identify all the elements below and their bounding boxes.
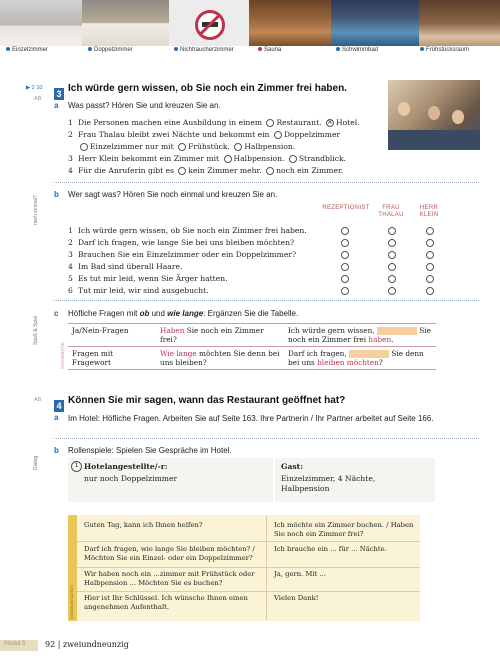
exercise-3a-item-2: 2 Frau Thalau bleibt zwei Nächte und bekommt ein Doppelzimmer bbox=[68, 130, 341, 139]
photo-einzelzimmer bbox=[0, 0, 82, 46]
divider bbox=[54, 438, 479, 439]
row-type: Ja/Nein-Fragen bbox=[72, 326, 129, 335]
page-number: 92 | zweiundneunzig bbox=[45, 640, 129, 649]
role-card-hotel bbox=[68, 458, 273, 502]
col-rezeptionist: REZEPTIONIST bbox=[322, 205, 370, 211]
kommunikation-tag: KOMMUNIKATION bbox=[69, 585, 74, 619]
grammar-tag: GRAMMATIK bbox=[60, 342, 65, 369]
row-answer: Darf ich fragen, Sie denn bei uns bleiben möchten? bbox=[288, 349, 424, 367]
exercise-3b-item: 1 Ich würde gern wissen, ob Sie noch ein Zimmer frei haben. bbox=[68, 226, 307, 235]
photo-nichtraucherzimmer bbox=[169, 0, 249, 46]
sidetag-4b: Dialog bbox=[33, 455, 39, 470]
phrase-right-1: Ich möchte ein Zimmer buchen. / Haben Sie noch ein Zimmer frei? bbox=[274, 521, 414, 538]
exercise-3b-instruction: Wer sagt was? Hören Sie noch einmal und kreuzen Sie an. bbox=[68, 190, 278, 199]
fill-blank-2[interactable] bbox=[349, 350, 389, 358]
radio-3b-6-col-3[interactable] bbox=[426, 287, 434, 295]
exercise-3a-item-1: 1 Die Personen machen eine Ausbildung in einem Restaurant. × Hotel. bbox=[68, 117, 360, 128]
col-herr-klein: HERR KLEIN bbox=[419, 205, 439, 218]
photo-doppelzimmer bbox=[82, 0, 169, 46]
phrase-left-3: Wir haben noch ein ...zimmer mit Frühstück oder Halbpension ... Möchten Sie es buchen? bbox=[84, 570, 255, 587]
phrase-right-3: Ja, gern. Mit ... bbox=[274, 570, 326, 578]
exercise-4-number: 4 bbox=[54, 394, 64, 413]
radio-3b-2-col-2[interactable] bbox=[388, 239, 396, 247]
radio-3b-5-col-3[interactable] bbox=[426, 275, 434, 283]
radio-3b-4-col-2[interactable] bbox=[388, 263, 396, 271]
radio-3b-3-col-3[interactable] bbox=[426, 251, 434, 259]
exercise-3c-letter: c bbox=[54, 309, 59, 318]
caption-sauna: Sauna bbox=[258, 47, 281, 53]
exercise-3b-item: 2 Darf ich fragen, wie lange Sie bei uns bleiben möchten? bbox=[68, 238, 295, 247]
exercise-3a-letter: a bbox=[54, 101, 59, 110]
caption-schwimmbad: Schwimmbad bbox=[336, 47, 378, 53]
grammar-table bbox=[60, 323, 436, 370]
module-tab: Modul 5 bbox=[0, 640, 38, 651]
exercise-3a-item-4: 4 Für die Anruferin gibt es kein Zimmer mehr. noch ein Zimmer. bbox=[68, 166, 344, 175]
exercise-3b-item: 3 Brauchen Sie ein Einzelzimmer oder ein Doppelzimmer? bbox=[68, 250, 297, 259]
radio-3a-4-noch-ein-zimmer[interactable] bbox=[266, 167, 274, 175]
divider bbox=[54, 300, 479, 301]
radio-3a-2-fruehstueck[interactable] bbox=[178, 143, 186, 151]
role1-desc: nur noch Doppelzimmer bbox=[84, 474, 178, 483]
role2-desc: Einzelzimmer, 4 Nächte, Halbpension bbox=[281, 474, 376, 493]
fill-blank-1[interactable] bbox=[377, 327, 417, 335]
exercise-3b-item: 6 Tut mir leid, wir sind ausgebucht. bbox=[68, 286, 209, 295]
table-row bbox=[68, 347, 436, 370]
phrase-right-2: Ich brauche ein ... für ... Nächte. bbox=[274, 545, 387, 553]
radio-3a-1-hotel[interactable] bbox=[326, 119, 334, 127]
radio-3b-6-col-1[interactable] bbox=[341, 287, 349, 295]
exercise-3b-letter: b bbox=[54, 190, 59, 199]
exercise-4a-instruction: Im Hotel: Höfliche Fragen. Arbeiten Sie auf Seite 163. Ihre Partnerin / Ihr Partner arbeitet auf Seite 166. bbox=[68, 414, 434, 423]
phrases-box bbox=[68, 515, 420, 621]
row-type: Fragen mit Fragewort bbox=[72, 349, 114, 367]
exercise-3-number: 3 bbox=[54, 82, 64, 101]
radio-3a-3-strandblick[interactable] bbox=[289, 155, 297, 163]
ab-ref-4: AB bbox=[34, 397, 42, 403]
divider bbox=[54, 182, 479, 183]
row-question: Haben Sie noch ein Zimmer frei? bbox=[160, 326, 264, 344]
radio-3a-4-kein-zimmer[interactable] bbox=[178, 167, 186, 175]
sidetag-3c: Spaß & Spiel bbox=[33, 315, 39, 345]
exercise-3b-item: 5 Es tut mir leid, wenn Sie Ärger hatten. bbox=[68, 274, 228, 283]
radio-3b-3-col-1[interactable] bbox=[341, 251, 349, 259]
caption-nichtraucherzimmer: Nichtraucherzimmer bbox=[174, 47, 234, 53]
photo-fruehstuecksraum bbox=[419, 0, 500, 46]
radio-3a-2-halbpension[interactable] bbox=[234, 143, 242, 151]
radio-3b-5-col-2[interactable] bbox=[388, 275, 396, 283]
phrase-left-2: Darf ich fragen, wie lange Sie bleiben möchten? / Möchten Sie ein Einzel- oder ein Doppelzimmer? bbox=[84, 545, 255, 562]
exercise-3-title: Ich würde gern wissen, ob Sie noch ein Zimmer frei haben. bbox=[68, 83, 347, 94]
radio-3b-3-col-2[interactable] bbox=[388, 251, 396, 259]
ab-ref-3: AB bbox=[34, 96, 42, 102]
exercise-4a-letter: a bbox=[54, 413, 59, 422]
role-number: 1 bbox=[71, 461, 82, 472]
role2-title: Gast: bbox=[281, 462, 303, 471]
no-smoking-icon bbox=[195, 10, 225, 40]
exercise-3a-item-3: 3 Herr Klein bekommt ein Zimmer mit Halbpension. Strandblick. bbox=[68, 154, 346, 163]
audio-track-ref[interactable]: ▶ 2 10 bbox=[26, 85, 43, 91]
radio-3a-2-einzelzimmer[interactable] bbox=[80, 143, 88, 151]
radio-3b-5-col-1[interactable] bbox=[341, 275, 349, 283]
radio-3b-2-col-1[interactable] bbox=[341, 239, 349, 247]
phrase-left-4: Hier ist Ihr Schlüssel. Ich wünsche Ihnen einen angenehmen Aufenthalt. bbox=[84, 594, 248, 611]
reception-photo bbox=[388, 80, 480, 150]
role-card-gast bbox=[275, 458, 435, 502]
sidetag-3b: noch einmal? bbox=[33, 195, 39, 225]
role1-title: Hotelangestellte/-r: bbox=[84, 462, 168, 471]
exercise-3c-instruction: Höfliche Fragen mit ob und wie lange: Ergänzen Sie die Tabelle. bbox=[68, 309, 299, 318]
radio-3b-1-col-3[interactable] bbox=[426, 227, 434, 235]
photo-schwimmbad bbox=[331, 0, 419, 46]
radio-3a-2-doppelzimmer[interactable] bbox=[274, 131, 282, 139]
radio-3b-4-col-3[interactable] bbox=[426, 263, 434, 271]
row-answer: Ich würde gern wissen, Sie noch ein Zimmer frei haben. bbox=[288, 326, 431, 344]
caption-einzelzimmer: Einzelzimmer bbox=[6, 47, 48, 53]
exercise-4b-letter: b bbox=[54, 446, 59, 455]
phrase-right-4: Vielen Dank! bbox=[274, 594, 319, 602]
col-frau-thalau: FRAU THALAU bbox=[378, 205, 404, 218]
radio-3b-1-col-1[interactable] bbox=[341, 227, 349, 235]
caption-doppelzimmer: Doppelzimmer bbox=[88, 47, 133, 53]
phrase-left-1: Guten Tag, kann ich Ihnen helfen? bbox=[84, 521, 203, 529]
exercise-3a-instruction: Was passt? Hören Sie und kreuzen Sie an. bbox=[68, 101, 221, 110]
photo-sauna bbox=[249, 0, 331, 46]
caption-fruehstuecksraum: Frühstücksraum bbox=[420, 47, 469, 53]
exercise-4b-instruction: Rollenspiele: Spielen Sie Gespräche im Hotel. bbox=[68, 446, 232, 455]
radio-3b-1-col-2[interactable] bbox=[388, 227, 396, 235]
table-row bbox=[68, 324, 436, 347]
exercise-3b-item: 4 Im Bad sind überall Haare. bbox=[68, 262, 183, 271]
radio-3b-4-col-1[interactable] bbox=[341, 263, 349, 271]
row-question: Wie lange möchten Sie denn bei uns bleiben? bbox=[160, 349, 280, 367]
radio-3b-6-col-2[interactable] bbox=[388, 287, 396, 295]
exercise-4-title: Können Sie mir sagen, wann das Restaurant geöffnet hat? bbox=[68, 395, 346, 406]
radio-3b-2-col-3[interactable] bbox=[426, 239, 434, 247]
radio-3a-1-restaurant[interactable] bbox=[266, 119, 274, 127]
exercise-3a-item-2b: Einzelzimmer nur mit Frühstück. Halbpension. bbox=[68, 141, 295, 152]
radio-3a-3-halbpension[interactable] bbox=[224, 155, 232, 163]
photo-strip bbox=[0, 0, 500, 46]
